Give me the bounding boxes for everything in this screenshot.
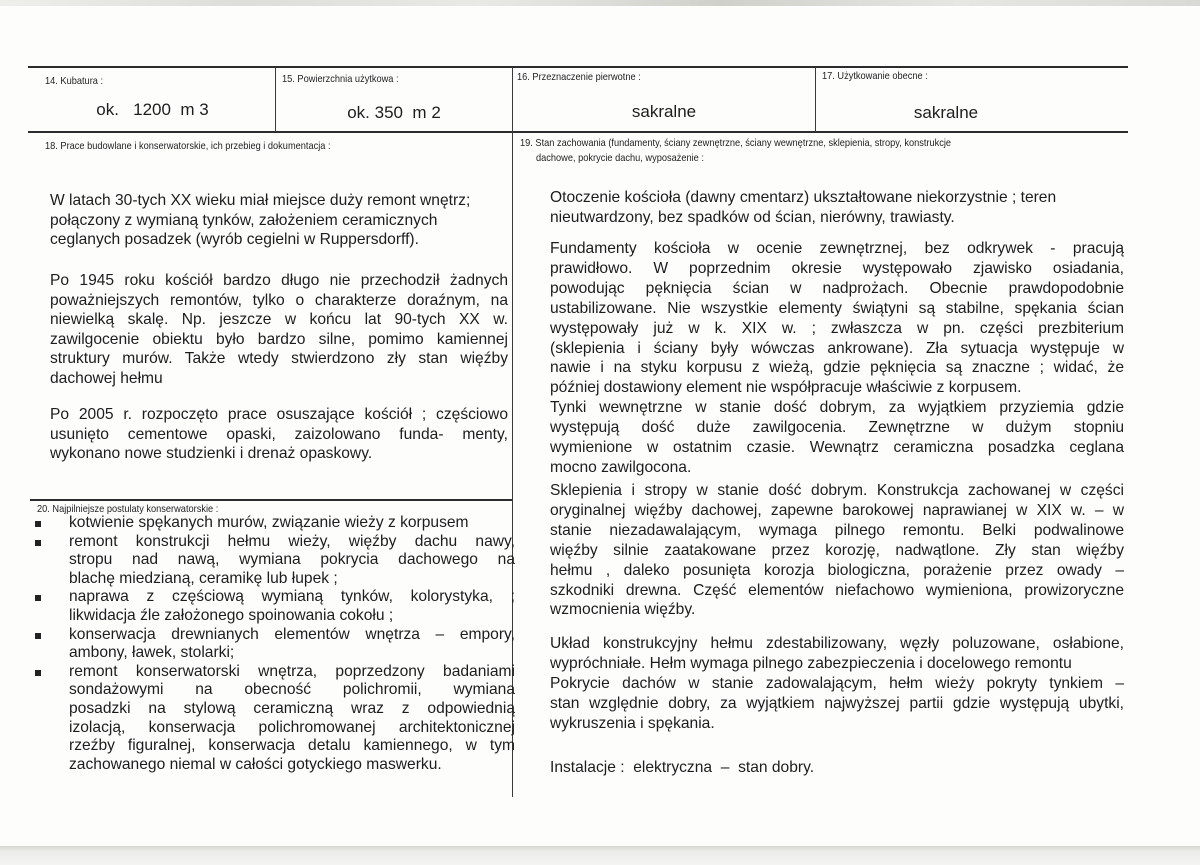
uzytkowanie-label: 17. Użytkowanie obecne : xyxy=(822,70,928,82)
scan-edge-top xyxy=(0,0,1200,6)
uzytkowanie-value: sakralne xyxy=(913,103,979,122)
section19-paragraph-surroundings xyxy=(550,188,1110,227)
text-line: (sklepienia i ściany były wówczas ankrowane). Zła sytuacja występuje w xyxy=(550,339,1124,357)
text-line: remont konserwatorski wnętrza, poprzedzony badaniami xyxy=(69,662,515,680)
text-line: Układ konstrukcyjny hełmu zdestabilizowany, węzły poluzowane, osłabione, xyxy=(550,635,1124,652)
square-bullet-icon xyxy=(35,595,41,601)
text-line: Po 1945 roku kościół bardzo długo nie przechodził żadnych xyxy=(50,272,508,289)
text-line: połączony z wymianą tynków, założeniem ceramicznych xyxy=(50,211,438,229)
text-line: oryginalnej więźby dachowej, zapewne barokowej naprawianej w XIX w. – w xyxy=(550,501,1124,519)
section18-label: 18. Prace budowlane i konserwatorskie, ich przebieg i dokumentacja : xyxy=(45,140,331,152)
text-line: rzeźby figuralnej, konserwacja detalu kamiennego, w tym xyxy=(69,737,515,755)
square-bullet-icon xyxy=(35,633,41,639)
scan-edge-bottom xyxy=(0,846,1200,865)
text-line: dachowej hełmu xyxy=(50,369,163,387)
section19-paragraph-foundations xyxy=(550,239,1124,478)
text-line: Po 2005 r. rozpoczęto prace osuszające kościół ; częściowo xyxy=(50,406,508,423)
text-line: Otoczenie kościoła (dawny cmentarz) ukształtowane niekorzystnie ; teren xyxy=(550,189,1057,206)
kubatura-label: 14. Kubatura : xyxy=(45,75,104,87)
text-line: ceglanych posadzek (wyrób cegielni w Ruppersdorff). xyxy=(50,231,419,249)
text-line: występowały już w k. XIX w. ; zwłaszcza w pn. części prezbiterium xyxy=(550,319,1124,337)
text-line: Tynki wewnętrzne w stanie dość dobrym, za wyjątkiem przyziemia gdzie xyxy=(550,399,1124,417)
section19-paragraph-installations xyxy=(550,758,1124,778)
text-line: występują dość duże zawilgocenia. Zewnętrzne w dużym stopniu xyxy=(550,419,1124,437)
text-line: remont konstrukcji hełmu wieży, więźby dachu nawy, xyxy=(69,532,515,550)
text-line: poważniejszych remontów, tylko o charakterze doraźnym, na xyxy=(50,291,508,309)
text-line: sondażowymi na obecność polichromii, wymiana xyxy=(69,681,515,699)
section19-label-line1: 19. Stan zachowania (fundamenty, ściany zewnętrzne, ściany wewnętrzne, sklepienia, stropy, konstrukcje xyxy=(520,137,952,149)
text-line: wzmocnienia więźby. xyxy=(550,601,696,619)
table-top-border xyxy=(28,66,1128,68)
text-line: kotwienie spękanych murów, związanie wieży z korpusem xyxy=(69,514,469,531)
section18-paragraph-2 xyxy=(50,271,508,389)
text-line: izolacją, konserwacja polichromowanej architektonicznej xyxy=(69,718,515,736)
text-line: hełmu , daleko posunięta korozja biologiczna, porażenie przez owady – xyxy=(550,561,1124,579)
list-item xyxy=(35,663,515,775)
row1-bottom-border xyxy=(28,131,1128,133)
section19-paragraph-helm xyxy=(550,634,1124,734)
text-line: zachowanego niemal w całości gotyckiego maswerku. xyxy=(69,755,442,773)
text-line: stan względnie dobry, za wyjątkiem najwyższej partii gdzie występują ubytki, xyxy=(550,694,1124,712)
text-line: szkodniki drewna. Część elementów niefachowo wymieniona, prowizoryczne xyxy=(550,581,1124,599)
powierzchnia-label: 15. Powierzchnia użytkowa : xyxy=(282,73,399,85)
text-line: konserwacja drewnianych elementów wnętrza – empory, xyxy=(69,625,515,643)
text-line: prawidłowo. W poprzednim okresie występowało zjawisko osiadania, xyxy=(550,259,1124,277)
text-line: stropu nad nawą, wymiana pokrycia dachowego na xyxy=(69,551,515,569)
section19-paragraph-vaults xyxy=(550,481,1124,620)
text-line: więźby silnie zaatakowane przez korozję, nadwątlone. Zły stan więźby xyxy=(550,541,1124,559)
text-line: wykonano nowe studzienki i drenaż opaskowy. xyxy=(50,445,373,463)
text-line: powodując pęknięcia ścian w nadprożach. Obecnie prawdopodobnie xyxy=(550,279,1124,297)
text-line: naprawa z częściową wymianą tynków, kolorystyka, ; xyxy=(69,588,515,606)
section20-label: 20. Najpilniejsze postulaty konserwatorskie : xyxy=(37,503,219,515)
text-line: ambony, ławek, stolarki; xyxy=(69,644,235,662)
przeznaczenie-label: 16. Przeznaczenie pierwotne : xyxy=(517,71,641,83)
square-bullet-icon xyxy=(35,521,41,527)
section20-list xyxy=(35,514,515,774)
text-line: stanie niezadawalającym, wymaga pilnego remontu. Belki podwalinowe xyxy=(550,521,1124,539)
text-line: niewielką skalę. Np. jeszcze w końcu lat 90-tych XX w. xyxy=(50,311,508,329)
section20-top-border xyxy=(30,499,512,501)
text-line: mocno zawilgocona. xyxy=(550,458,692,476)
text-line: usunięto cementowe opaski, zaizolowano funda- menty, xyxy=(50,425,508,443)
text-line: struktury murów. Także wtedy stwierdzono zły stan więźby xyxy=(50,350,508,368)
list-item xyxy=(35,626,515,663)
text-line: ustabilizowane. Nie wszystkie elementy świątyni są stabilne, spękania ścian xyxy=(550,299,1124,317)
przeznaczenie-value: sakralne xyxy=(631,102,697,121)
square-bullet-icon xyxy=(35,540,41,546)
list-item xyxy=(35,514,515,533)
text-line: W latach 30-tych XX wieku miał miejsce duży remont wnętrz; xyxy=(50,192,471,209)
text-line: blachę miedzianą, ceramikę lub łupek ; xyxy=(69,569,338,587)
section18-paragraph-3 xyxy=(50,405,508,464)
text-line: Pokrycie dachów w stanie zadowalającym, hełm wieży pokryty tynkiem – xyxy=(550,674,1124,692)
text-line: później dostawiony element nie współpracuje właściwie z korpusem. xyxy=(550,379,1022,397)
square-bullet-icon xyxy=(35,670,41,676)
section19-label-line2: dachowe, pokrycie dachu, wyposażenie : xyxy=(536,152,704,164)
list-item xyxy=(35,533,515,589)
text-line: wypróchniałe. Hełm wymaga pilnego zabezpieczenia i docelowego remontu xyxy=(550,654,1072,672)
section18-paragraph-1 xyxy=(50,191,508,250)
text-line: wymienione w ostatnim czasie. Wewnątrz ceramiczna posadzka ceglana xyxy=(550,439,1124,457)
text-line: nieutwardzony, bez spadków od ścian, nierówny, trawiasty. xyxy=(550,208,955,226)
list-item xyxy=(35,588,515,625)
text-line: wykruszenia i spękania. xyxy=(550,714,715,732)
text-line: Fundamenty kościoła w ocenie zewnętrznej, bez odkrywek - pracują xyxy=(550,240,1124,257)
text-line: nawie i na styku korpusu z wieżą, gdzie pęknięcia są znaczne ; widać, że xyxy=(550,359,1124,377)
text-line: zawilgocenie obiektu było bardzo silne, pomimo kamiennej xyxy=(50,330,508,348)
text-line: Instalacje : elektryczna – stan dobry. xyxy=(550,759,815,776)
powierzchnia-value: ok. 350 m 2 xyxy=(347,103,441,122)
text-line: posadzki na stylową ceramiczną wraz z odpowiednią xyxy=(69,699,515,717)
kubatura-value: ok. 1200 m 3 xyxy=(96,100,209,119)
text-line: likwidacja źle założonego spoinowania cokołu ; xyxy=(69,606,394,624)
text-line: Sklepienia i stropy w stanie dość dobrym. Konstrukcja zachowanej w części xyxy=(550,482,1124,499)
